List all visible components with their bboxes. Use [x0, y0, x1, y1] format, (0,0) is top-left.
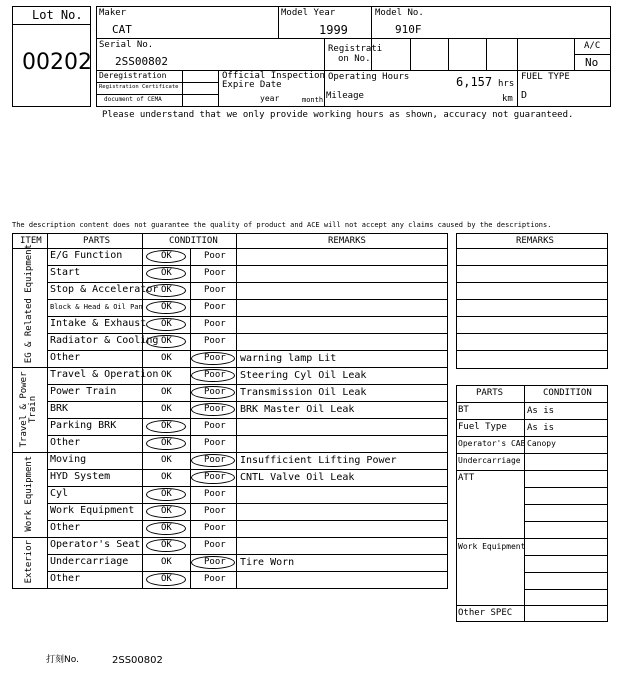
ok-option[interactable]: OK — [161, 302, 172, 312]
dereg-cert: Registration Certificate — [99, 84, 179, 90]
remark-text: warning lamp Lit — [240, 353, 337, 364]
remark-text: BRK Master Oil Leak — [240, 404, 355, 415]
poor-option[interactable]: Poor — [204, 438, 226, 448]
selected-condition-circle — [146, 573, 186, 586]
header-item: ITEM — [20, 236, 42, 246]
ac-label: A/C — [584, 41, 601, 51]
ac-value: No — [585, 56, 599, 69]
remark-text: Steering Cyl Oil Leak — [240, 370, 367, 381]
ok-option[interactable]: OK — [161, 540, 172, 550]
lot-label: Lot No. — [32, 8, 83, 22]
mileage-label: Mileage — [326, 91, 364, 101]
header-remarks: REMARKS — [328, 236, 366, 246]
remark-text: CNTL Valve Oil Leak — [240, 472, 355, 483]
selected-condition-circle — [191, 454, 235, 467]
remark-text: Insufficient Lifting Power — [240, 455, 397, 466]
ok-option[interactable]: OK — [161, 285, 172, 295]
poor-option[interactable]: Poor — [204, 421, 226, 431]
remark-text: Transmission Oil Leak — [240, 387, 367, 398]
selected-condition-circle — [146, 505, 186, 518]
poor-option[interactable]: Poor — [204, 285, 226, 295]
poor-option[interactable]: Poor — [204, 506, 226, 516]
spec-cab-label: Operator's CAB — [458, 439, 526, 448]
poor-option[interactable]: Poor — [204, 557, 226, 567]
poor-option[interactable]: Poor — [204, 251, 226, 261]
part-label: Radiator & Cooling — [50, 335, 159, 346]
poor-option[interactable]: Poor — [204, 302, 226, 312]
poor-option[interactable]: Poor — [204, 472, 226, 482]
part-label: Parking BRK — [50, 420, 117, 431]
spec-undercarriage-label: Undercarriage — [458, 456, 521, 465]
part-label: Operator's Seat — [50, 539, 141, 550]
ok-option[interactable]: OK — [161, 472, 172, 482]
part-label: Power Train — [50, 386, 117, 397]
spec-cab-value: Canopy — [527, 439, 556, 448]
selected-condition-circle — [146, 267, 186, 280]
model-no-value: 910F — [395, 23, 422, 36]
fuel-type-value: D — [521, 90, 528, 101]
km-unit: km — [502, 94, 513, 104]
fuel-type-label: FUEL TYPE — [521, 72, 570, 82]
part-label: Block & Head & Oil Pan — [50, 303, 143, 311]
spec-header-parts: PARTS — [476, 388, 504, 398]
ok-option[interactable]: OK — [161, 387, 172, 397]
ok-option[interactable]: OK — [161, 523, 172, 533]
part-label: Other — [50, 352, 81, 363]
item-group-label: Travel & Power Train — [19, 371, 39, 447]
ok-option[interactable]: OK — [161, 268, 172, 278]
selected-condition-circle — [191, 403, 235, 416]
operating-hours-label: Operating Hours — [328, 72, 410, 82]
part-label: BRK — [50, 403, 69, 414]
item-group-label: Exterior — [23, 539, 34, 583]
poor-option[interactable]: Poor — [204, 353, 226, 363]
spec-fuel-value: As is — [527, 423, 555, 433]
serial-label: Serial No. — [99, 40, 154, 50]
part-label: HYD System — [50, 471, 111, 482]
ok-option[interactable]: OK — [161, 506, 172, 516]
ok-option[interactable]: OK — [161, 438, 172, 448]
lot-number: 00202 — [22, 50, 92, 75]
side-remarks-title: REMARKS — [516, 236, 554, 246]
part-label: Other — [50, 573, 81, 584]
poor-option[interactable]: Poor — [204, 455, 226, 465]
item-group-label: EG & Related Equipment — [23, 243, 34, 363]
poor-option[interactable]: Poor — [204, 268, 226, 278]
maker-value: CAT — [112, 23, 132, 36]
selected-condition-circle — [146, 301, 186, 314]
inspection-label: Official Inspection — [222, 71, 325, 81]
ok-option[interactable]: OK — [161, 557, 172, 567]
part-label: Other — [50, 437, 81, 448]
ok-option[interactable]: OK — [161, 370, 172, 380]
spec-bt-label: BT — [458, 405, 469, 415]
part-label: Start — [50, 267, 81, 278]
selected-condition-circle — [146, 488, 186, 501]
part-label: Stop & Accelerator — [50, 284, 159, 295]
spec-other-label: Other SPEC — [458, 608, 513, 618]
part-label: Other — [50, 522, 81, 533]
spec-work-label: Work Equipment — [458, 542, 526, 551]
ok-option[interactable]: OK — [161, 455, 172, 465]
ok-option[interactable]: OK — [161, 489, 172, 499]
poor-option[interactable]: Poor — [204, 404, 226, 414]
serial-value: 2SS00802 — [115, 55, 168, 68]
part-label: E/G Function — [50, 250, 123, 261]
inspection-label-2: Expire Date — [222, 80, 282, 90]
part-label: Travel & Operation — [50, 369, 159, 380]
selected-condition-circle — [146, 284, 186, 297]
ok-option[interactable]: OK — [161, 574, 172, 584]
ok-option[interactable]: OK — [161, 421, 172, 431]
ok-option[interactable]: OK — [161, 251, 172, 261]
selected-condition-circle — [146, 250, 186, 263]
registration-label-2: on No. — [338, 54, 371, 64]
part-label: Undercarriage — [50, 556, 129, 567]
spec-att-label: ATT — [458, 473, 475, 483]
year-label: year — [260, 94, 280, 103]
poor-option[interactable]: Poor — [204, 387, 226, 397]
header-condition: CONDITION — [169, 236, 218, 246]
item-group-label: Work Equipment — [23, 455, 34, 532]
poor-option[interactable]: Poor — [204, 370, 226, 380]
poor-option[interactable]: Poor — [204, 574, 226, 584]
model-year-label: Model Year — [281, 8, 336, 18]
ok-option[interactable]: OK — [161, 404, 172, 414]
selected-condition-circle — [191, 556, 235, 569]
month-label: month — [302, 96, 324, 104]
selected-condition-circle — [191, 369, 235, 382]
notice-description: The description content does not guarantee the quality of product and ACE will not accept any claims caused by the descriptions. — [12, 221, 552, 229]
selected-condition-circle — [146, 420, 186, 433]
ok-option[interactable]: OK — [161, 319, 172, 329]
operating-hours-value: 6,157 — [456, 75, 493, 89]
poor-option[interactable]: Poor — [204, 523, 226, 533]
part-label: Intake & Exhaust — [50, 318, 147, 329]
maker-label: Maker — [99, 8, 127, 18]
poor-option[interactable]: Poor — [204, 489, 226, 499]
stamp-value: 2SS00802 — [112, 655, 163, 666]
header-parts: PARTS — [83, 236, 111, 246]
dereg-doc: document of CEMA — [104, 96, 162, 103]
spec-header-condition: CONDITION — [543, 388, 592, 398]
model-year-value: 1999 — [319, 23, 348, 37]
part-label: Work Equipment — [50, 505, 135, 516]
selected-condition-circle — [146, 335, 186, 348]
selected-condition-circle — [146, 539, 186, 552]
spec-fuel-label: Fuel Type — [458, 422, 507, 432]
remark-text: Tire Worn — [240, 557, 295, 568]
selected-condition-circle — [191, 386, 235, 399]
stamp-label: 打刻No. — [46, 655, 79, 665]
model-no-label: Model No. — [375, 8, 424, 18]
selected-condition-circle — [146, 437, 186, 450]
poor-option[interactable]: Poor — [204, 319, 226, 329]
ok-option[interactable]: OK — [161, 353, 172, 363]
selected-condition-circle — [146, 522, 186, 535]
ok-option[interactable]: OK — [161, 336, 172, 346]
dereg-label: Deregistration — [99, 71, 167, 80]
poor-option[interactable]: Poor — [204, 540, 226, 550]
hrs-unit: hrs — [498, 79, 515, 89]
registration-label: Registrati — [328, 44, 383, 54]
poor-option[interactable]: Poor — [204, 336, 226, 346]
selected-condition-circle — [191, 352, 235, 365]
selected-condition-circle — [146, 318, 186, 331]
selected-condition-circle — [191, 471, 235, 484]
notice-hours: Please understand that we only provide working hours as shown, accuracy not guaranteed. — [102, 110, 574, 120]
part-label: Cyl — [50, 488, 69, 499]
part-label: Moving — [50, 454, 87, 465]
spec-bt-value: As is — [527, 406, 555, 416]
